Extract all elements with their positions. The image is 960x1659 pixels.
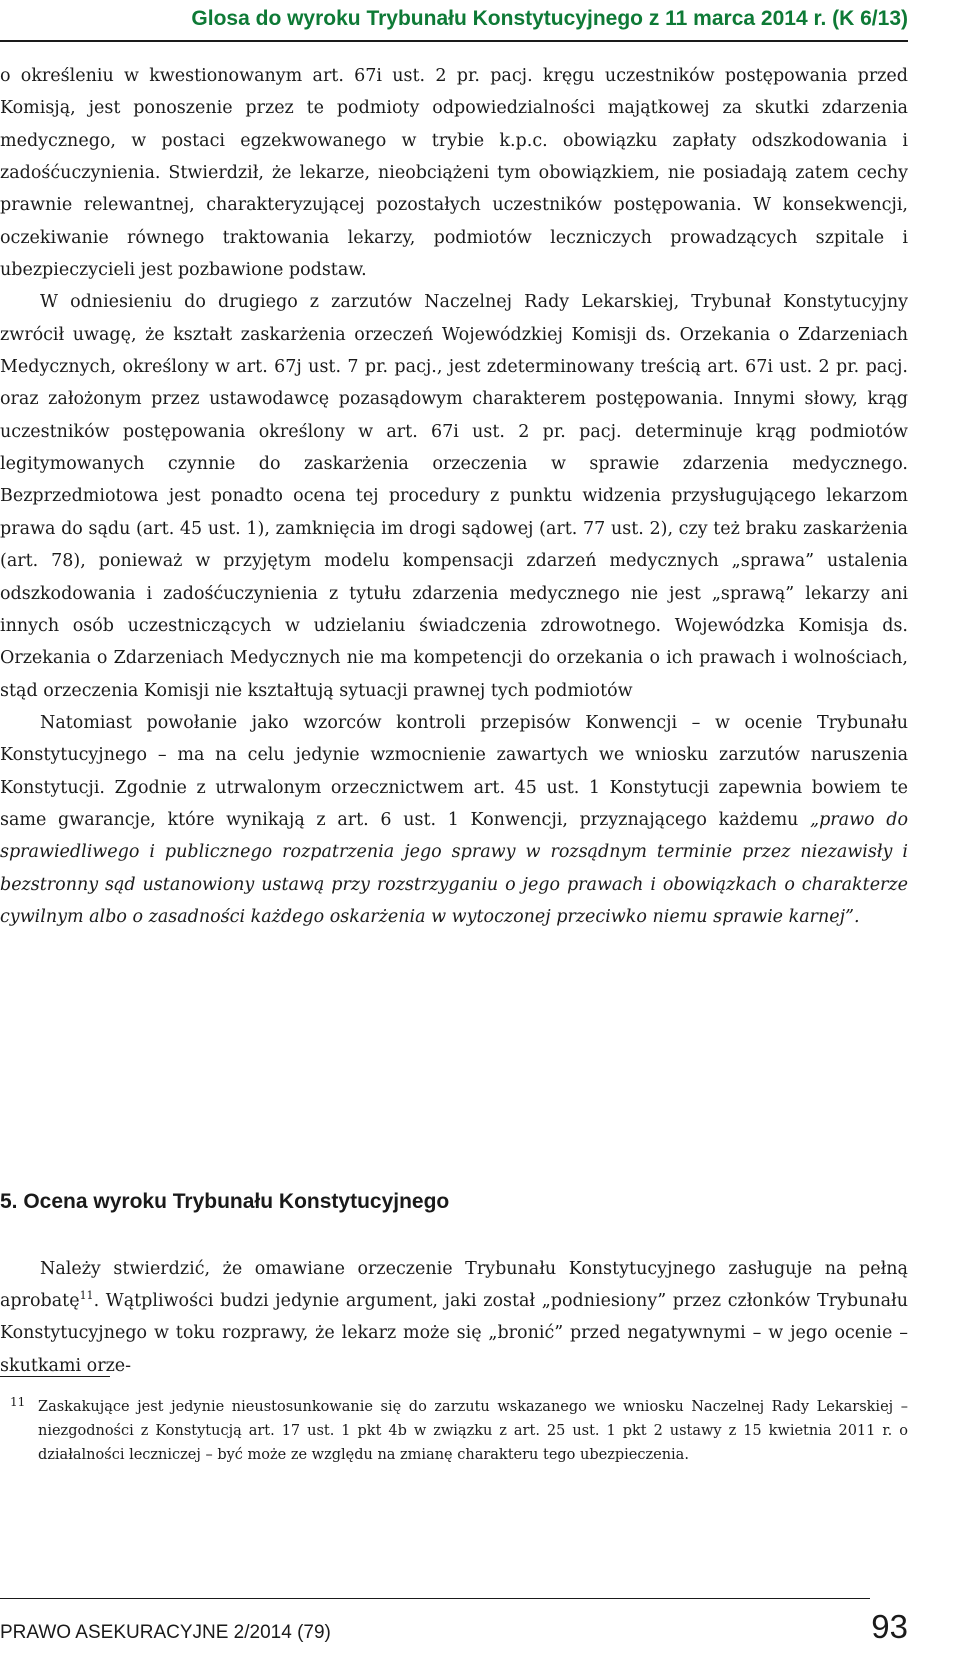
page-number: 93 <box>871 1608 908 1645</box>
section-text-after: . Wątpliwości budzi jedynie argument, jaki został „podniesiony” przez członków Trybunału Konstytucyjnego w toku rozprawy, że lekarz może się „bronić” przed negatywnymi – w jego ocenie – skutkami orze- <box>0 1290 908 1376</box>
footnote <box>0 1395 908 1467</box>
footnote-reference[interactable]: 11 <box>79 1289 94 1303</box>
footnote-text: Zaskakujące jest jedynie nieustosunkowanie się do zarzutu wskazanego we wniosku Naczelnej Rady Lekarskiej – niezgodności z Konstytucją art. 17 ust. 1 pkt 4b w związku z art. 25 ust. 1 pkt 2 ustawy z 15 kwietnia 2011 r. o działalności leczniczej – być może ze względu na zmianę charakteru tego ubezpieczenia. <box>38 1399 908 1463</box>
paragraph-3 <box>0 707 908 933</box>
footer-journal-title: PRAWO ASEKURACYJNE 2/2014 (79) <box>0 1622 331 1643</box>
main-text <box>0 60 908 933</box>
paragraph-1: o określeniu w kwestionowanym art. 67i ust. 2 pr. pacj. kręgu uczestników postępowania przed Komisją, jest ponoszenie przez te podmioty odpowiedzialności majątkowej za skutki zdarzenia medycznego, w postaci egzekwowanego w trybie k.p.c. obowiązku zapłaty odszkodowania i zadośćuczynienia. Stwierdził, że lekarze, nieobciążeni tym obowiązkiem, nie posiadają zatem cechy prawnie relewantnej, charakteryzującej pozostałych uczestników postępowania. W konsekwencji, oczekiwanie równego traktowania lekarzy, podmiotów leczniczych prowadzących szpitale i ubezpieczycieli jest pozbawione podstaw. <box>0 66 908 281</box>
section-paragraph <box>0 1253 908 1382</box>
section-heading: 5. Ocena wyroku Trybunału Konstytucyjnego <box>0 1190 450 1213</box>
running-header-title: Glosa do wyroku Trybunału Konstytucyjnego z 11 marca 2014 r. (K 6/13) <box>191 7 908 30</box>
footnote-number: 11 <box>10 1395 26 1409</box>
paragraph-2: W odniesieniu do drugiego z zarzutów Naczelnej Rady Lekarskiej, Trybunał Konstytucyjny zwrócił uwagę, że kształt zaskarżenia orzeczeń Wojewódzkiej Komisji ds. Orzekania o Zdarzeniach Medycznych, określony w art. 67j ust. 7 pr. pacj., jest zdeterminowany treścią art. 67i ust. 2 pr. pacj. oraz założonym przez ustawodawcę pozasądowym charakterem postępowania. Innymi słowy, krąg uczestników postępowania określony w art. 67i ust. 2 pr. pacj. determinuje krąg podmiotów legitymowanych czynnie do zaskarżenia orzeczenia w sprawie zdarzenia medycznego. Bezprzedmiotowa jest ponadto ocena tej procedury z punktu widzenia przysługującego lekarzom prawa do sądu (art. 45 ust. 1), zamknięcia im drogi sądowej (art. 77 ust. 2), czy też braku zaskarżenia (art. 78), ponieważ w przyjętym modelu kompensacji zdarzeń medycznych „sprawa” ustalenia odszkodowania i zadośćuczynienia z tytułu zdarzenia medycznego nie jest „sprawą” lekarzy ani innych osób uczestniczących w udzielaniu świadczenia zdrowotnego. Wojewódzka Komisja ds. Orzekania o Zdarzeniach Medycznych nie ma kompetencji do orzekania o ich prawach i wolnościach, stąd orzeczenia Komisji nie kształtują sytuacji prawnej tych podmiotów <box>0 292 908 701</box>
running-header <box>0 6 908 42</box>
convention-quote: „prawo do sprawiedliwego i publicznego rozpatrzenia jego sprawy w rozsądnym terminie przez niezawisły i bezstronny sąd ustanowiony ustawą przy rozstrzyganiu o jego prawach i obowiązkach o charakterze cywilnym albo o zasadności każdego oskarżenia w wytoczonej przeciwko niemu sprawie karnej”. <box>0 809 908 927</box>
paragraph-3-text: Natomiast powołanie jako wzorców kontroli przepisów Konwencji – w ocenie Trybunału Konstytucyjnego – ma na celu jedynie wzmocnienie zawartych we wniosku zarzutów naruszenia Konstytucji. Zgodnie z utrwalonym orzecznictwem art. 45 ust. 1 Konstytucji zapewnia bowiem te same gwarancje, które wynikają z art. 6 ust. 1 Konwencji, przyznającego każdemu <box>0 712 908 830</box>
footer-divider <box>0 1598 870 1599</box>
footnote-divider <box>0 1376 110 1377</box>
section-text-before: Należy stwierdzić, że omawiane orzeczenie Trybunału Konstytucyjnego zasługuje na pełną aprobatę <box>0 1258 908 1311</box>
